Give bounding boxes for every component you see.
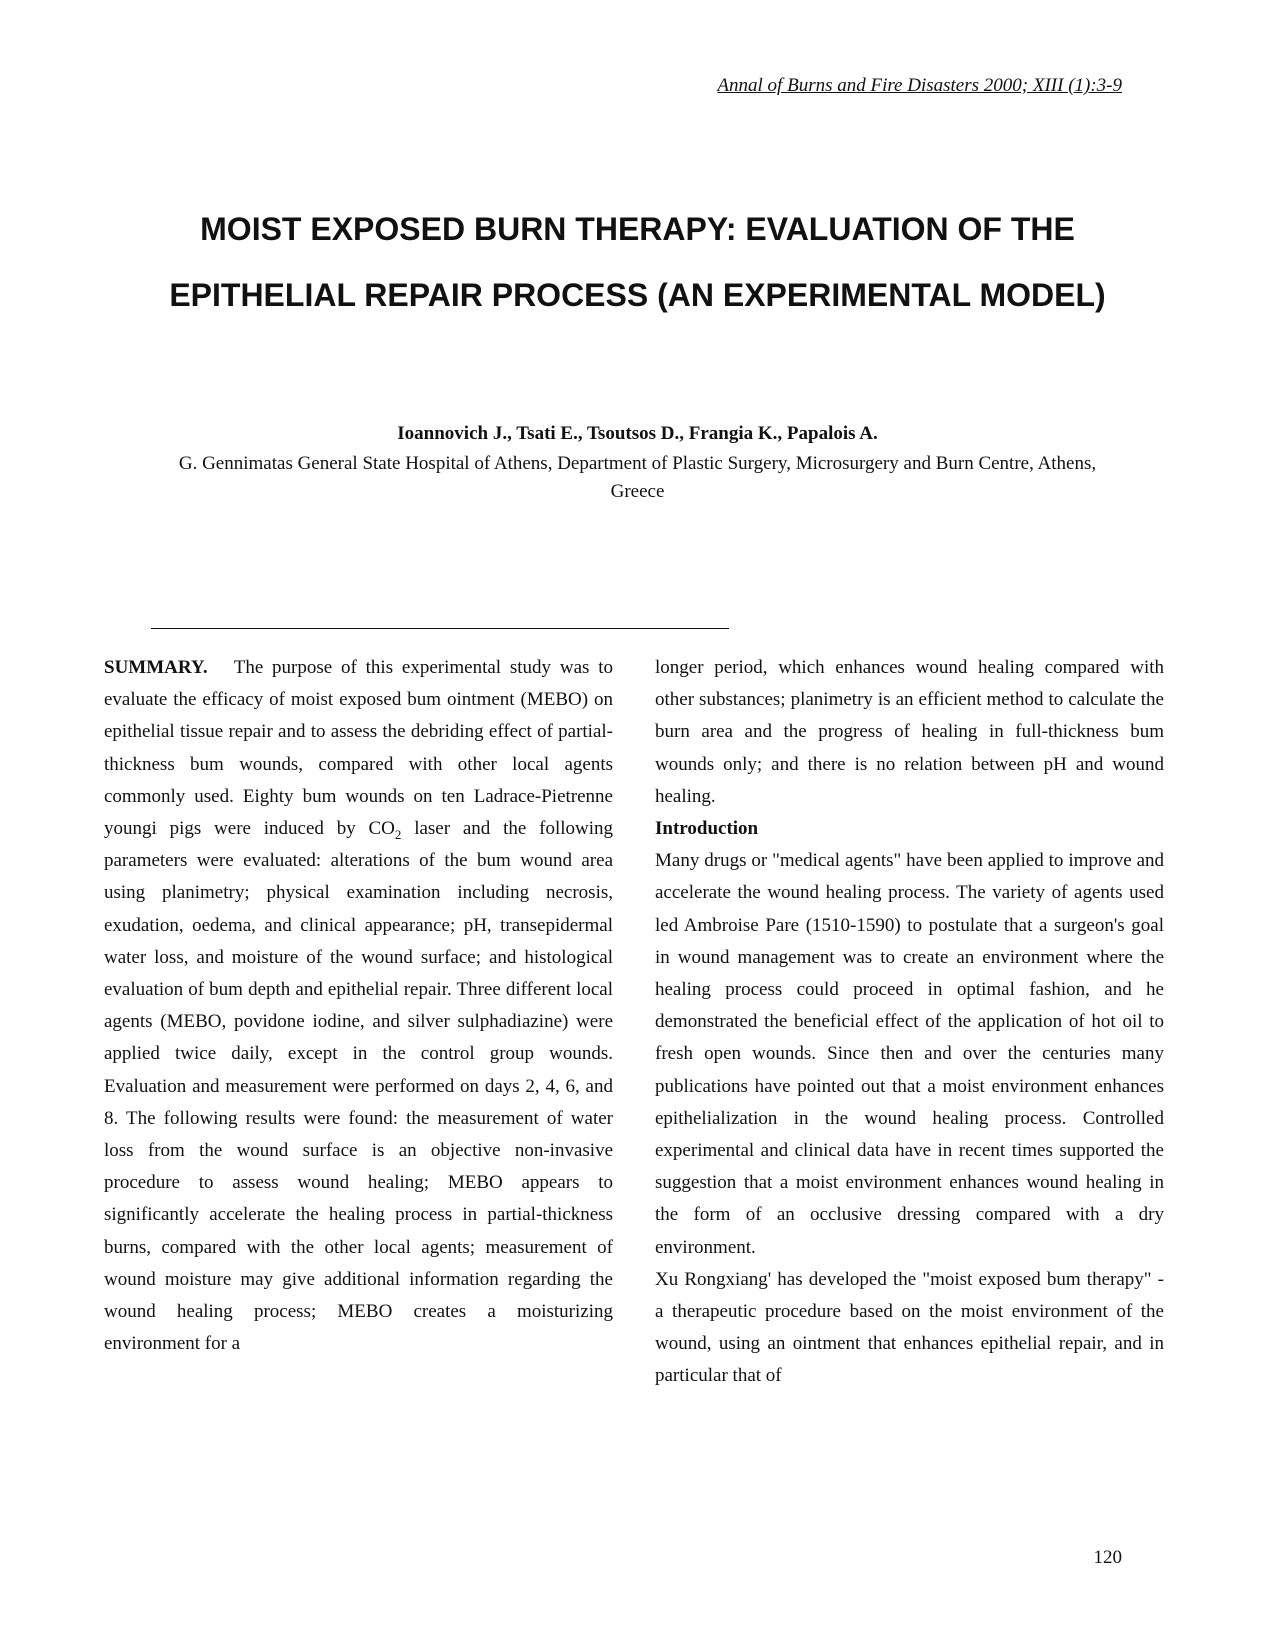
introduction-paragraph-1: Many drugs or "medical agents" have been applied to improve and accelerate the wound healing process. The variety of agents used led Ambroise Pare (1510-1590) to postulate that a surgeon's goal in wound management was to create an environment where the healing process could proceed in optimal fashion, and he demonstrated the beneficial effect of the application of hot oil to fresh open wounds. Since then and over the centuries many publications have pointed out that a moist environment enhances epithelialization in the wound healing process. Controlled experimental and clinical data have in recent times supported the suggestion that a moist environment enhances wound healing in the form of an occlusive dressing compared with a dry environment.: [655, 850, 1164, 1258]
summary-text-part1: The purpose of this experimental study was to evaluate the efficacy of moist exposed bum ointment (MEBO) on epithelial tissue repair and to assess the debriding effect of partial-thickness bum wounds, compared with other local agents commonly used. Eighty bum wounds on ten Ladrace-Pietrenne youngi pigs were induced by CO: [104, 657, 613, 840]
author-list: Ioannovich J., Tsati E., Tsoutsos D., Frangia K., Papalois A.: [397, 423, 878, 444]
introduction-heading: Introduction: [655, 818, 759, 840]
summary-lead: SUMMARY.: [104, 657, 208, 678]
right-column: [655, 652, 1164, 1393]
page-number: 120: [1093, 1547, 1122, 1568]
summary-text-part2: laser and the following parameters were evaluated: alterations of the bum wound area using planimetry; physical examination including necrosis, exudation, oedema, and clinical appearance; pH, transepidermal water loss, and moisture of the wound surface; and histological evaluation of bum depth and epithelial repair. Three different local agents (MEBO, povidone iodine, and silver sulphadiazine) were applied twice daily, except in the control group wounds. Evaluation and measurement were performed on days 2, 4, 6, and 8. The following results were found: the measurement of water loss from the wound surface is an objective non-invasive procedure to assess wound healing; MEBO appears to significantly accelerate the healing process in partial-thickness burns, compared with the other local agents; measurement of wound moisture may give additional information regarding the wound healing process; MEBO creates a moisturizing environment for a: [104, 818, 613, 1355]
introduction-paragraph-2: Xu Rongxiang' has developed the "moist exposed bum therapy" - a therapeutic procedure based on the moist environment of the wound, using an ointment that enhances epithelial repair, and in particular that of: [655, 1268, 1164, 1387]
author-affiliation: G. Gennimatas General State Hospital of Athens, Department of Plastic Surgery, Microsurgery and Burn Centre, Athens, Greece: [178, 453, 1097, 502]
journal-citation: Annal of Burns and Fire Disasters 2000; XIII (1):3-9: [717, 75, 1122, 96]
summary-paragraph: [104, 652, 613, 1360]
summary-subscript: 2: [394, 826, 402, 842]
article-title: MOIST EXPOSED BURN THERAPY: EVALUATION OF THE EPITHELIAL REPAIR PROCESS (AN EXPERIMENTAL MODEL): [169, 211, 1106, 313]
left-column: [104, 652, 613, 1360]
summary-continuation: longer period, which enhances wound healing compared with other substances; planimetry is an efficient method to calculate the burn area and the progress of healing in full-thickness bum wounds only; and there is no relation between pH and wound healing.: [655, 657, 1164, 807]
separator-rule: [151, 628, 729, 629]
